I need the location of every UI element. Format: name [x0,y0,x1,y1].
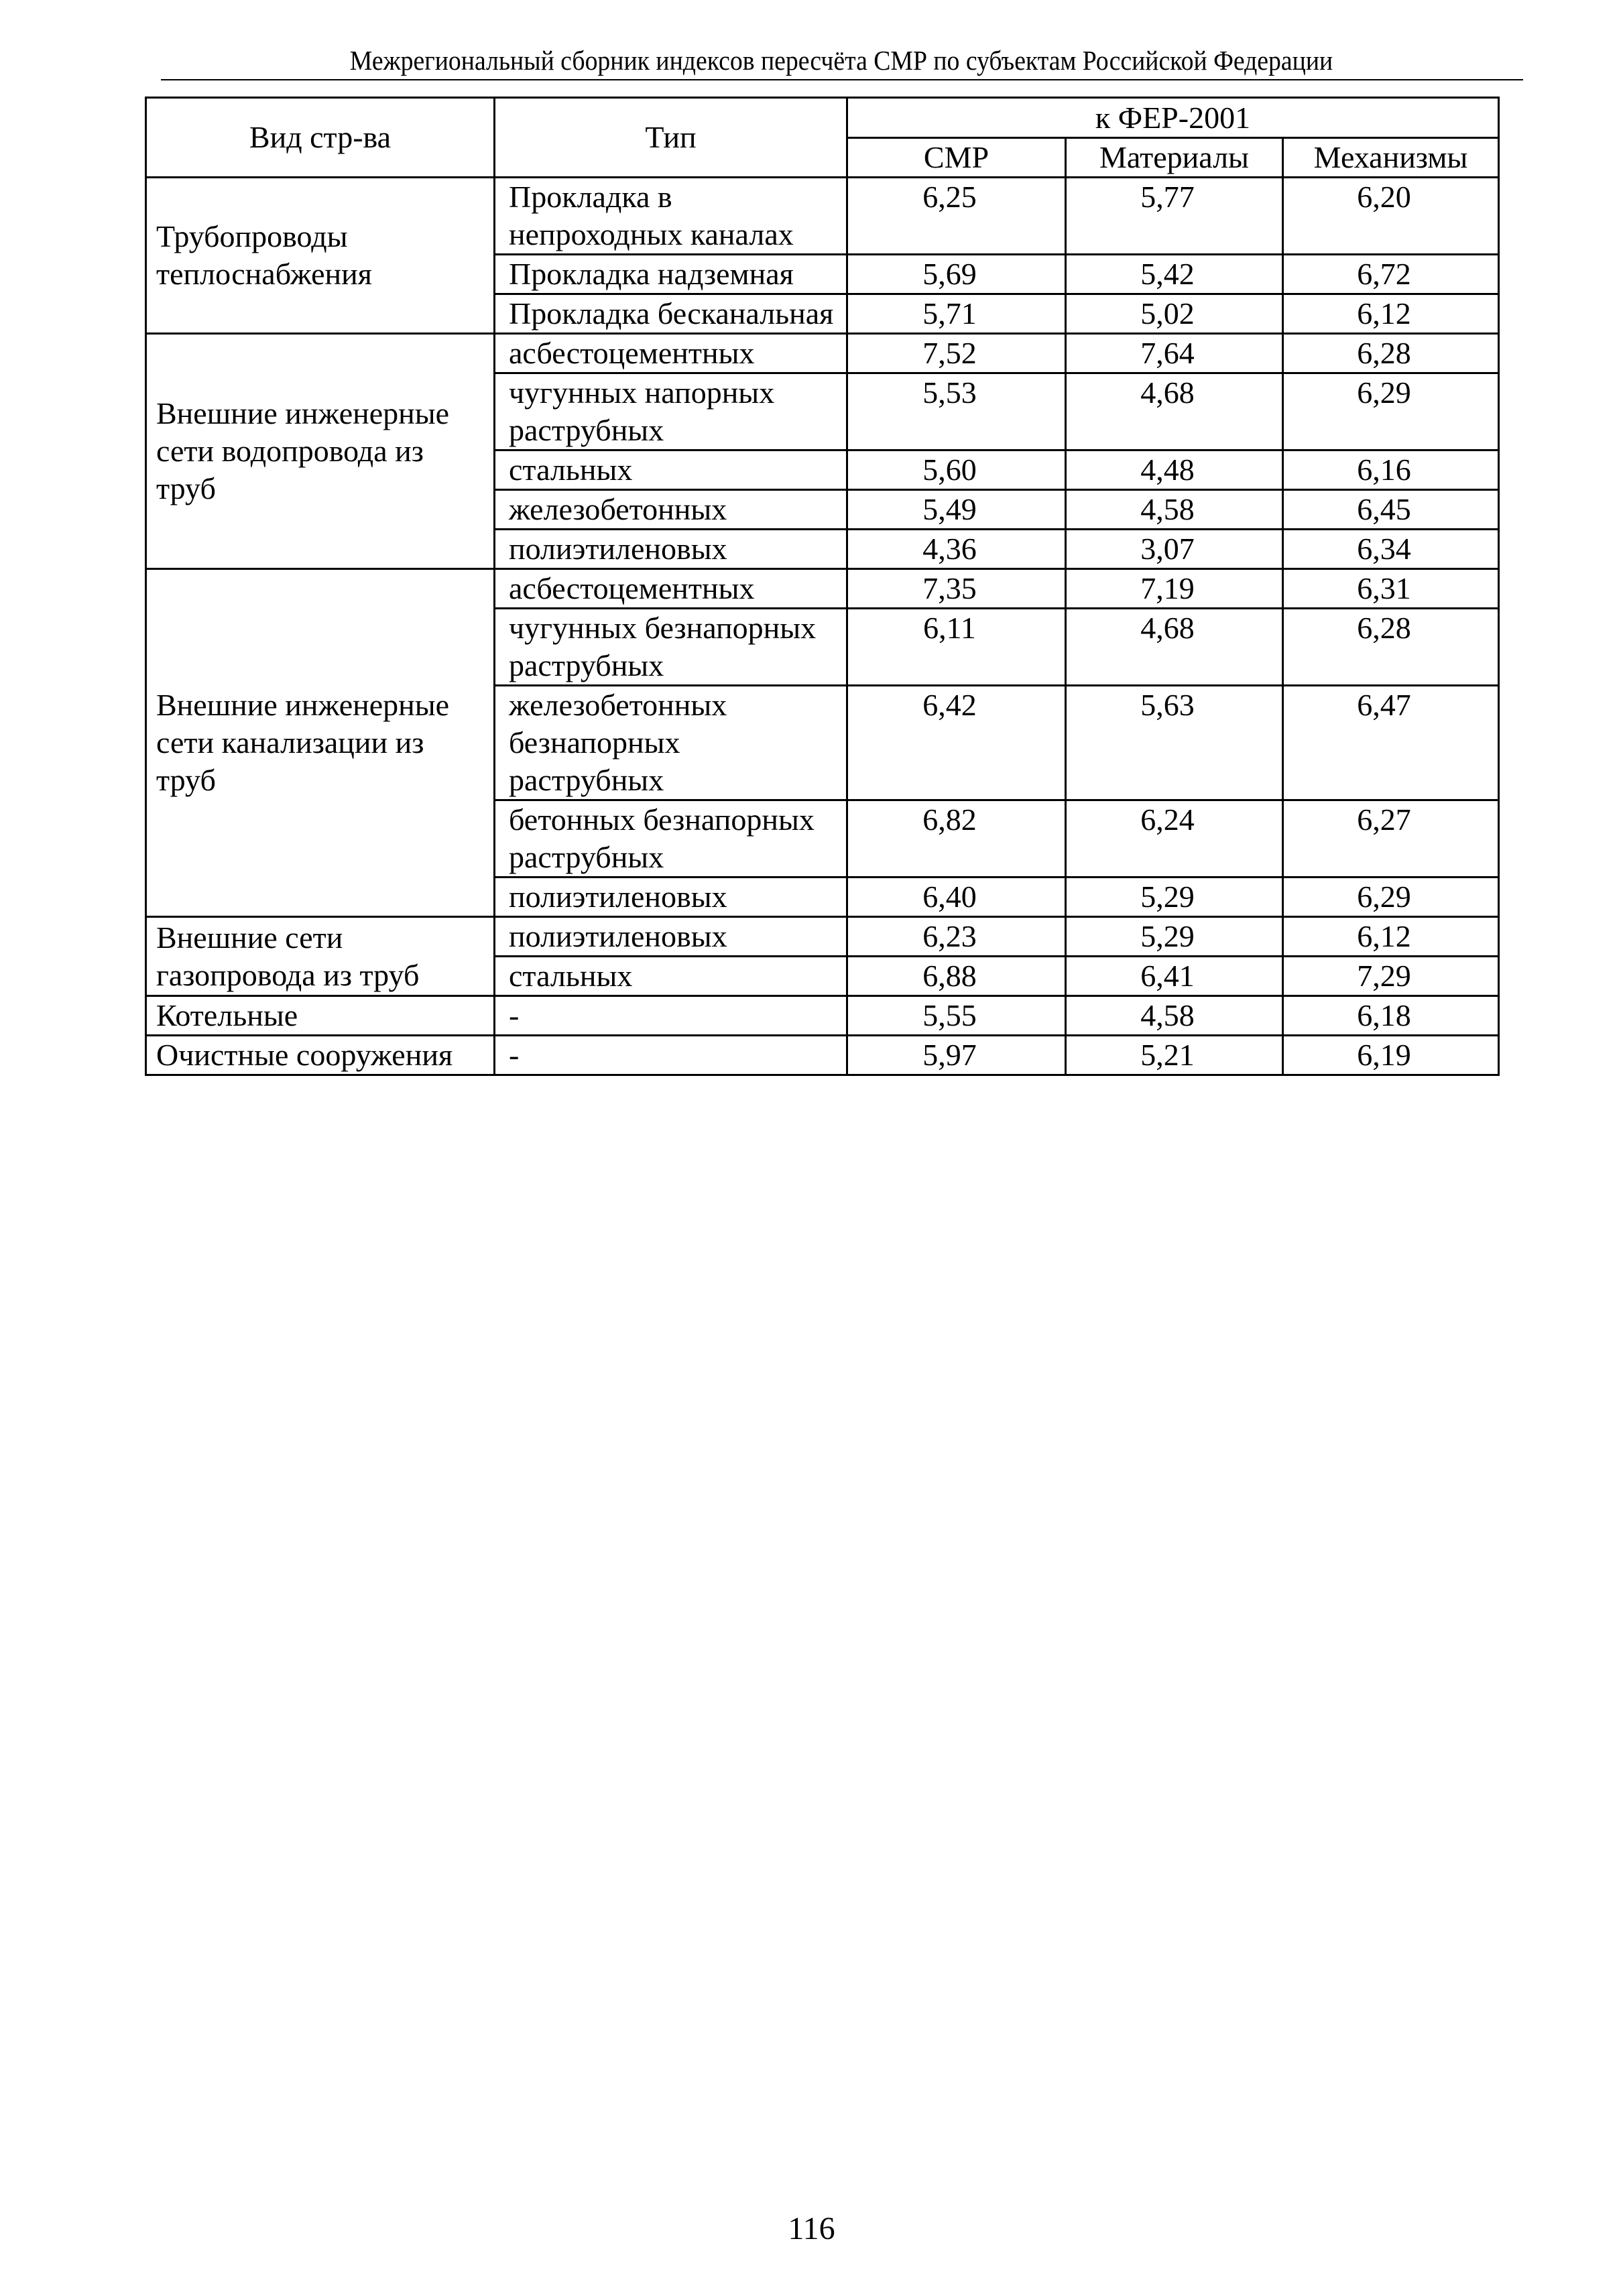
materials-cell: 5,29 [1066,917,1283,957]
mechanisms-cell: 6,16 [1283,450,1499,490]
type-cell: Прокладка бесканальная [495,294,847,334]
smr-cell: 6,25 [847,178,1066,255]
page-number: 116 [788,2211,835,2246]
mechanisms-cell: 6,72 [1283,255,1499,294]
type-cell: асбестоцементных [495,334,847,373]
materials-cell: 5,42 [1066,255,1283,294]
materials-cell: 4,68 [1066,373,1283,450]
mechanisms-cell: 6,34 [1283,530,1499,569]
type-cell: Прокладка надземная [495,255,847,294]
mechanisms-cell: 6,29 [1283,373,1499,450]
smr-cell: 6,42 [847,686,1066,800]
smr-cell: 6,23 [847,917,1066,957]
mechanisms-cell: 6,47 [1283,686,1499,800]
mechanisms-cell: 6,12 [1283,917,1499,957]
materials-cell: 4,48 [1066,450,1283,490]
type-cell: железобетонных [495,490,847,530]
smr-cell: 5,69 [847,255,1066,294]
materials-cell: 5,63 [1066,686,1283,800]
materials-cell: 4,58 [1066,490,1283,530]
smr-cell: 5,49 [847,490,1066,530]
smr-cell: 5,53 [847,373,1066,450]
mechanisms-cell: 6,20 [1283,178,1499,255]
mechanisms-cell: 6,18 [1283,996,1499,1036]
materials-cell: 4,58 [1066,996,1283,1036]
materials-cell: 6,41 [1066,957,1283,996]
type-cell: - [495,1036,847,1075]
smr-cell: 5,71 [847,294,1066,334]
smr-cell: 5,60 [847,450,1066,490]
type-cell: - [495,996,847,1036]
smr-cell: 6,11 [847,609,1066,686]
type-cell: стальных [495,957,847,996]
header-smr: СМР [847,138,1066,178]
construction-kind-cell: Трубопроводы теплоснабжения [146,178,495,334]
materials-cell: 7,64 [1066,334,1283,373]
materials-cell: 5,21 [1066,1036,1283,1075]
type-cell: полиэтиленовых [495,917,847,957]
table-row [146,334,1499,373]
construction-kind-cell: Внешние инженерные сети канализации из труб [146,569,495,917]
type-cell: полиэтиленовых [495,530,847,569]
smr-cell: 7,35 [847,569,1066,609]
type-cell: стальных [495,450,847,490]
type-cell: чугунных безнапорных раструбных [495,609,847,686]
type-cell: бетонных безнапорных раструбных [495,800,847,878]
materials-cell: 5,02 [1066,294,1283,334]
header-materials: Материалы [1066,138,1283,178]
smr-cell: 7,52 [847,334,1066,373]
table-row [146,996,1499,1036]
materials-cell: 6,24 [1066,800,1283,878]
index-table [145,97,1500,1076]
smr-cell: 5,97 [847,1036,1066,1075]
header-group: к ФЕР-2001 [847,98,1499,138]
materials-cell: 5,29 [1066,878,1283,917]
mechanisms-cell: 7,29 [1283,957,1499,996]
smr-cell: 6,88 [847,957,1066,996]
construction-kind-cell: Очистные сооружения [146,1036,495,1075]
construction-kind-cell: Внешние сети газопровода из труб [146,917,495,996]
header-mechanisms: Механизмы [1283,138,1499,178]
mechanisms-cell: 6,29 [1283,878,1499,917]
mechanisms-cell: 6,31 [1283,569,1499,609]
type-cell: асбестоцементных [495,569,847,609]
type-cell: полиэтиленовых [495,878,847,917]
construction-kind-cell: Котельные [146,996,495,1036]
materials-cell: 5,77 [1066,178,1283,255]
table-row [146,178,1499,255]
table-row [146,1036,1499,1075]
table-body [146,178,1499,1075]
header-rule [161,79,1523,80]
mechanisms-cell: 6,12 [1283,294,1499,334]
mechanisms-cell: 6,28 [1283,609,1499,686]
table-row [146,917,1499,957]
table-row [146,569,1499,609]
page-header: Межрегиональный сборник индексов пересчёта СМР по субъектам Российской Федерации [349,45,1333,76]
materials-cell: 7,19 [1066,569,1283,609]
materials-cell: 3,07 [1066,530,1283,569]
mechanisms-cell: 6,19 [1283,1036,1499,1075]
smr-cell: 6,82 [847,800,1066,878]
smr-cell: 6,40 [847,878,1066,917]
smr-cell: 4,36 [847,530,1066,569]
mechanisms-cell: 6,45 [1283,490,1499,530]
smr-cell: 5,55 [847,996,1066,1036]
construction-kind-cell: Внешние инженерные сети водопровода из труб [146,334,495,569]
type-cell: железобетонных безнапорных раструбных [495,686,847,800]
type-cell: чугунных напорных раструбных [495,373,847,450]
header-kind: Вид стр-ва [146,98,495,178]
type-cell: Прокладка в непроходных каналах [495,178,847,255]
mechanisms-cell: 6,27 [1283,800,1499,878]
header-type: Тип [495,98,847,178]
materials-cell: 4,68 [1066,609,1283,686]
mechanisms-cell: 6,28 [1283,334,1499,373]
